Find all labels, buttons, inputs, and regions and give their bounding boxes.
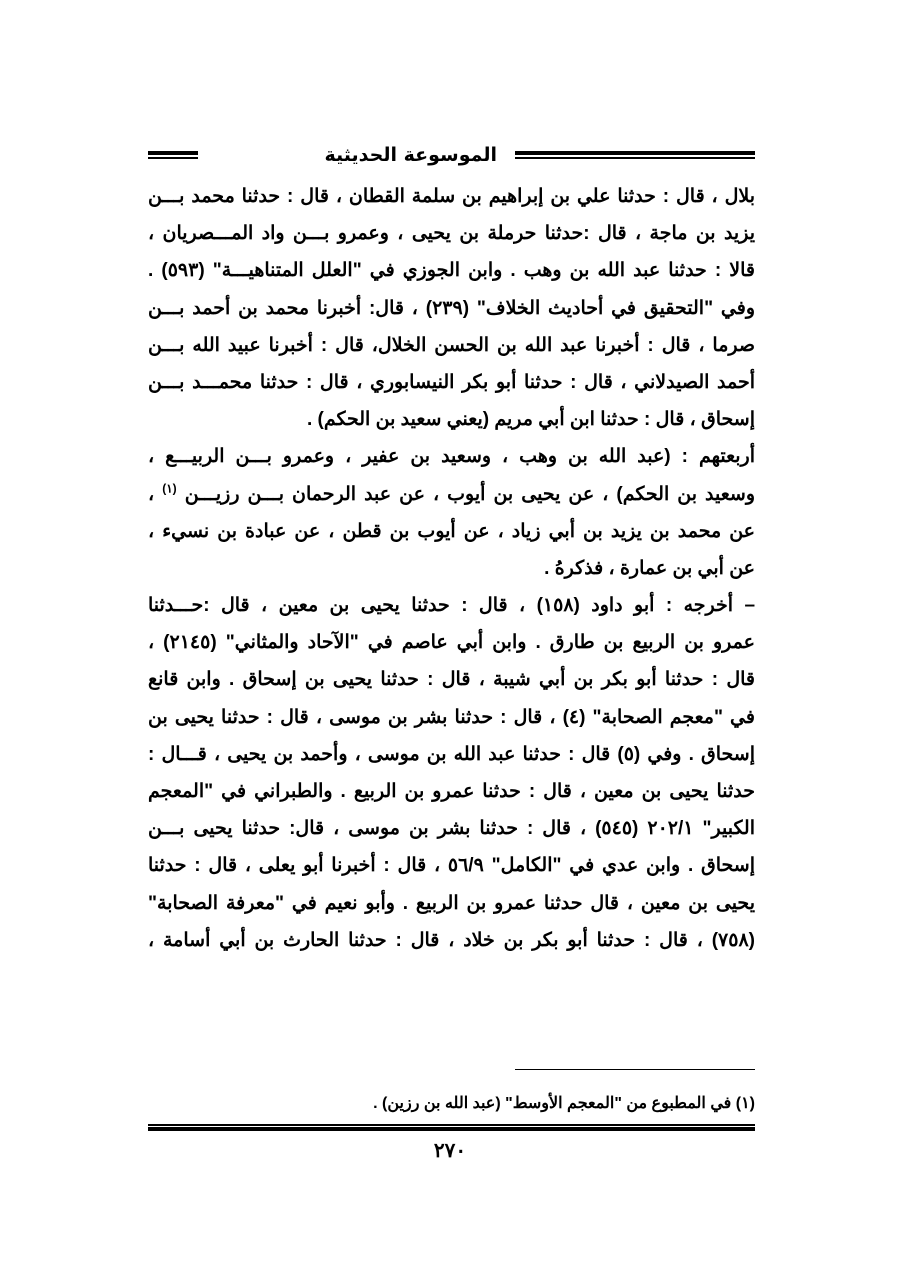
text-line: عن أبي بن عمارة ، فذكرهُ .: [544, 557, 755, 579]
text-line: عمرو بن الربيع بن طارق . وابن أبي عاصم في "الآحاد والمثاني" (٢١٤٥) ،: [148, 632, 755, 654]
text-line: – أخرجه : أبو داود (١٥٨) ، قال : حدثنا يحيى بن معين ، قال :حـــدثنا: [148, 595, 755, 617]
body-text: [148, 178, 755, 959]
text-line: إسحاق . وفي (٥) قال : حدثنا عبد الله بن موسى ، وأحمد بن يحيى ، قـــال :: [148, 743, 755, 765]
text-line: وسعيد بن الحكم) ، عن يحيى بن أيوب ، عن عبد الرحمان بـــن رزيـــن: [184, 483, 755, 505]
text-line: أربعتهم : (عبد الله بن وهب ، وسعيد بن عفير ، وعمرو بـــن الربيـــع ،: [148, 446, 755, 468]
header-title: الموسوعة الحديثية: [324, 144, 497, 166]
footnote: (١) في المطبوع من "المعجم الأوسط" (عبد الله بن رزين) .: [373, 1095, 755, 1112]
text-line: حدثنا يحيى بن معين ، قال : حدثنا عمرو بن الربيع . والطبراني في "المعجم: [148, 781, 755, 802]
footer-rule: [148, 1124, 755, 1131]
text-line: قال : حدثنا أبو بكر بن أبي شيبة ، قال : حدثنا يحيى بن إسحاق . وابن قانع: [148, 669, 755, 691]
text-line-with-footnote: [148, 476, 755, 513]
text-line: في "معجم الصحابة" (٤) ، قال : حدثنا بشر بن موسى ، قال : حدثنا يحيى بن: [148, 706, 755, 728]
text-line: (٧٥٨) ، قال : حدثنا أبو بكر بن خلاد ، قال : حدثنا الحارث بن أبي أسامة ،: [148, 929, 755, 951]
text-line: يحيى بن معين ، قال حدثنا عمرو بن الربيع . وأبو نعيم في "معرفة الصحابة": [148, 892, 755, 914]
text-line: الكبير" ٢٠٢/١ (٥٤٥) ، قال : حدثنا بشر بن موسى ، قال: حدثنا يحيى بـــن: [148, 818, 755, 840]
header-rule-right: [515, 151, 755, 159]
footnote-marker[interactable]: (١): [162, 481, 177, 496]
text-line: صرما ، قال : أخبرنا عبد الله بن الحسن الخلال، قال : أخبرنا عبيد الله بـــن: [148, 334, 755, 356]
text-line: قالا : حدثنا عبد الله بن وهب . وابن الجوزي في "العلل المتناهيـــة" (٥٩٣) .: [148, 260, 755, 282]
line-tail: ،: [148, 483, 155, 505]
text-line: أحمد الصيدلاني ، قال : حدثنا أبو بكر النيسابوري ، قال : حدثنا محمـــد بـــن: [148, 371, 755, 393]
page-number: ٢٧٠: [433, 1140, 467, 1162]
text-line: إسحاق ، قال : حدثنا ابن أبي مريم (يعني سعيد بن الحكم) .: [306, 409, 755, 431]
text-line: إسحاق . وابن عدي في "الكامل" ٥٦/٩ ، قال : أخبرنا أبو يعلى ، قال : حدثنا: [148, 855, 755, 877]
header-rule-left: [148, 151, 198, 159]
footnote-separator: [515, 1069, 755, 1070]
running-header: [148, 140, 755, 170]
text-line: بلال ، قال : حدثنا علي بن إبراهيم بن سلمة القطان ، قال : حدثنا محمد بـــن: [148, 186, 755, 207]
text-line: وفي "التحقيق في أحاديث الخلاف" (٢٣٩) ، قال: أخبرنا محمد بن أحمد بـــن: [148, 297, 755, 319]
text-line: عن محمد بن يزيد بن أبي زياد ، عن أيوب بن قطن ، عن عبادة بن نسيء ،: [148, 520, 755, 542]
text-line: يزيد بن ماجة ، قال :حدثنا حرملة بن يحيى ، وعمرو بـــن واد المـــصريان ،: [148, 223, 755, 245]
